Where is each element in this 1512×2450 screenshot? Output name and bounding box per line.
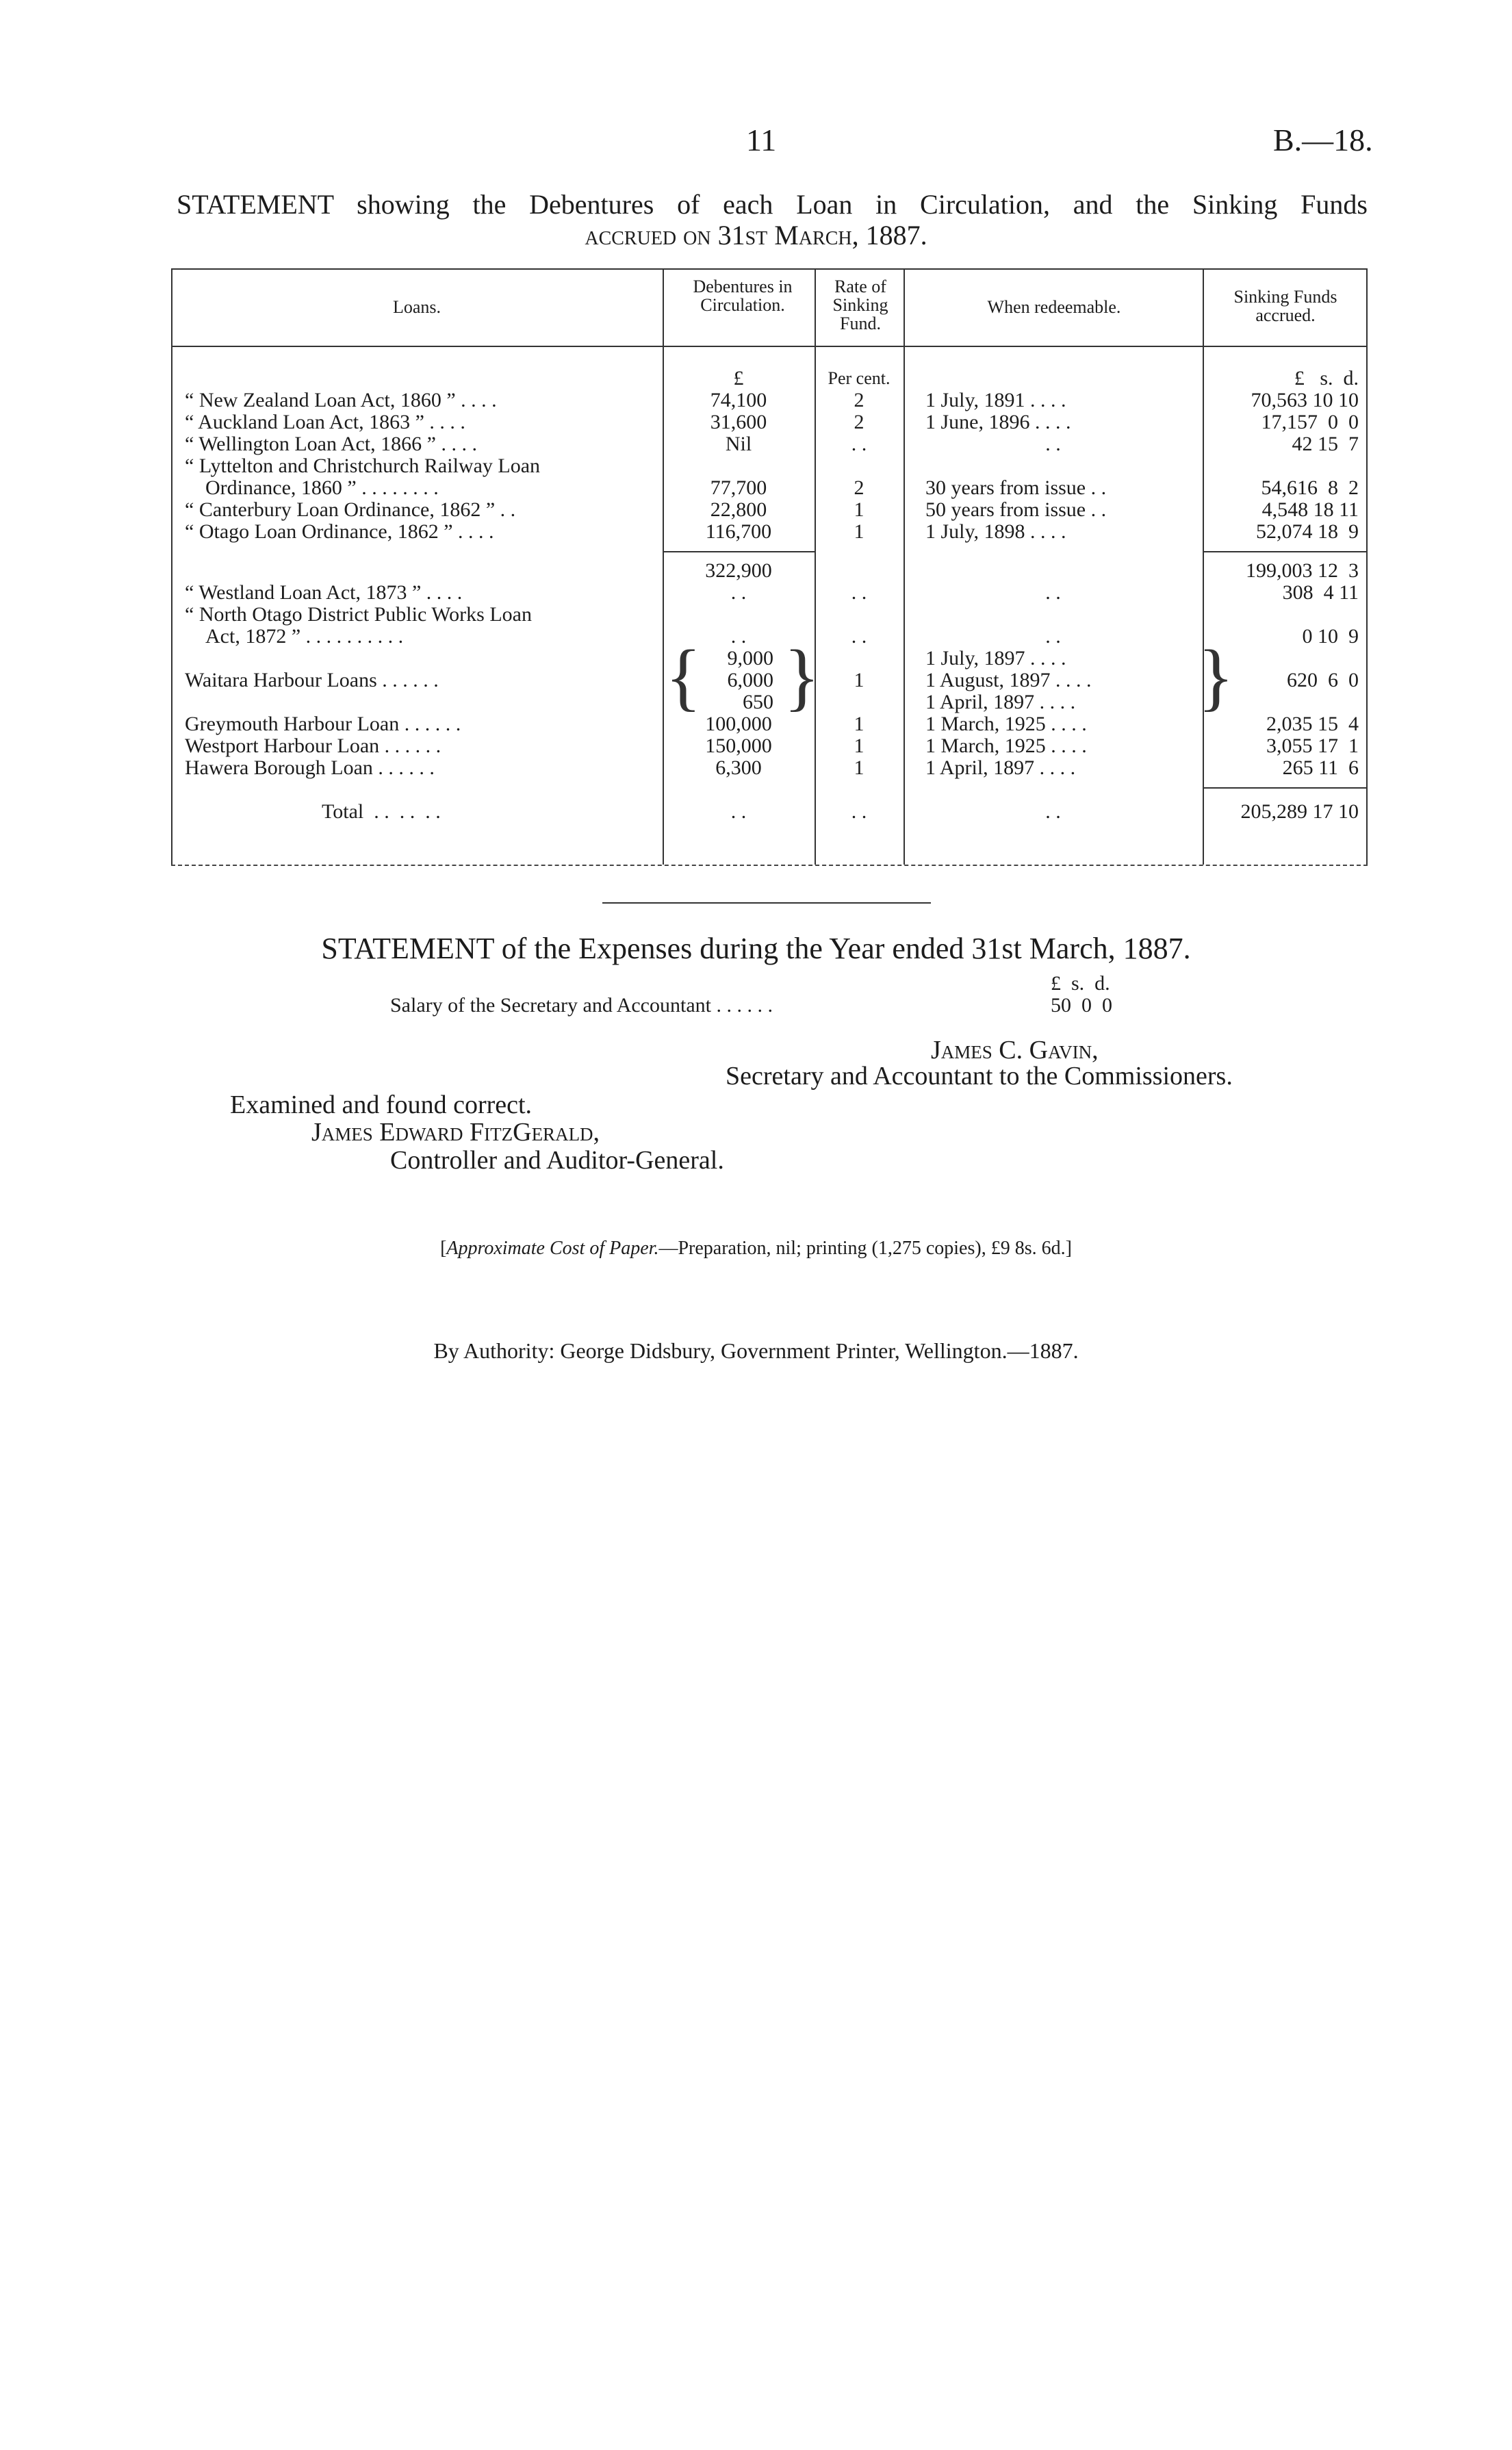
redeemable-value: 50 years from issue . . (925, 498, 1107, 521)
sinking-value: 308 4 11 (1282, 581, 1359, 604)
statement-title-line1: STATEMENT showing the Debentures of each Loan in Circulation, and the Sinking Funds (177, 189, 1368, 220)
expenses-amount: 50 0 0 (1051, 994, 1112, 1017)
subtotal-rule-debentures (663, 551, 815, 552)
section-divider (602, 902, 931, 904)
subtotal-debentures: 322,900 (705, 559, 772, 582)
table-right-rule (1366, 268, 1368, 865)
rate-value: 1 (854, 498, 864, 521)
rate-value: . . (851, 433, 867, 455)
rate-value: 1 (854, 713, 864, 735)
rate-value: . . (851, 625, 867, 648)
auditor-title: Controller and Auditor-General. (390, 1146, 724, 1175)
total-rule-sinking (1203, 787, 1366, 789)
rate-value: 2 (854, 389, 864, 411)
total-redeemable: . . (1045, 800, 1061, 823)
loan-name: “ North Otago District Public Works Loan (185, 603, 532, 626)
loan-name: “ New Zealand Loan Act, 1860 ” . . . . (185, 389, 497, 411)
rate-value: . . (851, 581, 867, 604)
auditor-name: James Edward FitzGerald, (311, 1118, 600, 1147)
header-redeemable: When redeemable. (987, 297, 1121, 317)
left-brace-icon: { (665, 635, 702, 718)
redeemable-value: 1 July, 1897 . . . . (925, 647, 1066, 669)
debentures-value: 6,000 (727, 669, 773, 691)
subtotal-rule-sinking (1203, 551, 1366, 552)
loan-name: “ Canterbury Loan Ordinance, 1862 ” . . (185, 498, 516, 521)
sinking-value: 2,035 15 4 (1266, 713, 1359, 735)
loan-name: “ Otago Loan Ordinance, 1862 ” . . . . (185, 520, 494, 543)
debentures-value: 22,800 (710, 498, 767, 521)
rate-value: 2 (854, 411, 864, 433)
rate-value: 1 (854, 735, 864, 757)
cost-note-text: —Preparation, nil; printing (1,275 copies), £9 8s. 6d.] (658, 1238, 1072, 1259)
table-top-rule (171, 268, 1368, 270)
rate-value: 1 (854, 669, 864, 691)
unit-sinking: £ s. d. (1294, 367, 1359, 390)
redeemable-value: . . (1045, 581, 1061, 604)
loan-name: Hawera Borough Loan . . . . . . (185, 756, 435, 779)
redeemable-value: 1 April, 1897 . . . . (925, 756, 1076, 779)
sinking-value: 17,157 0 0 (1261, 411, 1359, 433)
rate-value: 1 (854, 520, 864, 543)
debentures-value: 116,700 (705, 520, 772, 543)
right-brace-icon: } (1198, 635, 1234, 718)
loan-name: Westport Harbour Loan . . . . . . (185, 735, 441, 757)
debentures-value: 6,300 (715, 756, 762, 779)
cost-note-label: Approximate Cost of Paper. (446, 1238, 659, 1259)
total-sinking: 205,289 17 10 (1240, 800, 1359, 823)
loan-name: “ Wellington Loan Act, 1866 ” . . . . (185, 433, 477, 455)
debentures-table (171, 250, 1368, 866)
rate-value: 1 (854, 756, 864, 779)
expenses-currency-header: £ s. d. (1051, 972, 1110, 995)
debentures-value: Nil (725, 433, 752, 455)
debentures-value: 31,600 (710, 411, 767, 433)
loan-name: Waitara Harbour Loans . . . . . . (185, 669, 439, 691)
sinking-value: 3,055 17 1 (1266, 735, 1359, 757)
total-rate: . . (851, 800, 867, 823)
right-brace-icon: } (784, 635, 820, 718)
examination-statement: Examined and found correct. (230, 1090, 533, 1119)
sinking-value: 0 10 9 (1302, 625, 1359, 648)
unit-rate: Per cent. (828, 368, 890, 388)
expenses-item: Salary of the Secretary and Accountant . . . . . . (390, 994, 773, 1017)
debentures-value: . . (730, 625, 747, 648)
statement-title-line2: accrued on 31st March, 1887. (585, 220, 927, 251)
debentures-value: . . (730, 581, 747, 604)
redeemable-value: . . (1045, 433, 1061, 455)
signatory-title: Secretary and Accountant to the Commissioners. (726, 1062, 1233, 1090)
table-bottom-rule (171, 865, 1368, 866)
document-reference: B.—18. (1273, 123, 1373, 157)
loan-name: Ordinance, 1860 ” . . . . . . . . (205, 476, 439, 499)
expenses-title: STATEMENT of the Expenses during the Year ended 31st March, 1887. (321, 932, 1191, 965)
redeemable-value: 1 March, 1925 . . . . (925, 735, 1087, 757)
col-sep-3 (904, 268, 905, 865)
debentures-value: 77,700 (710, 476, 767, 499)
debentures-value: 150,000 (705, 735, 772, 757)
debentures-value: 100,000 (705, 713, 772, 735)
sinking-value: 42 15 7 (1292, 433, 1359, 455)
debentures-value: 74,100 (710, 389, 767, 411)
redeemable-value: 1 July, 1891 . . . . (925, 389, 1066, 411)
cost-note-open: [ (440, 1238, 447, 1259)
cost-note (0, 1238, 1512, 1260)
redeemable-value: 1 July, 1898 . . . . (925, 520, 1066, 543)
signatory-name: James C. Gavin, (931, 1036, 1099, 1064)
redeemable-value: . . (1045, 625, 1061, 648)
loan-name: Greymouth Harbour Loan . . . . . . (185, 713, 461, 735)
sinking-value: 52,074 18 9 (1256, 520, 1359, 543)
loan-name: Act, 1872 ” . . . . . . . . . . (205, 625, 404, 648)
sinking-value: 4,548 18 11 (1261, 498, 1359, 521)
sinking-value: 265 11 6 (1282, 756, 1359, 779)
sinking-value: 70,563 10 10 (1251, 389, 1359, 411)
redeemable-value: 30 years from issue . . (925, 476, 1107, 499)
redeemable-value: 1 March, 1925 . . . . (925, 713, 1087, 735)
loan-name: “ Lyttelton and Christchurch Railway Loan (185, 455, 541, 477)
debentures-value: 9,000 (727, 647, 773, 669)
sinking-value: 54,616 8 2 (1261, 476, 1359, 499)
header-bottom-rule (171, 346, 1368, 347)
table-left-rule (171, 268, 172, 865)
loan-name: “ Auckland Loan Act, 1863 ” . . . . (185, 411, 465, 433)
sinking-value: 620 6 0 (1287, 669, 1359, 691)
header-rate: Rate of Sinking Fund. (832, 277, 888, 333)
redeemable-value: 1 August, 1897 . . . . (925, 669, 1092, 691)
header-debentures: Debentures in Circulation. (693, 277, 793, 315)
redeemable-value: 1 April, 1897 . . . . (925, 691, 1076, 713)
printer-imprint: By Authority: George Didsbury, Government Printer, Wellington.—1887. (433, 1338, 1079, 1363)
total-debentures: . . (730, 800, 747, 823)
loan-name: “ Westland Loan Act, 1873 ” . . . . (185, 581, 463, 604)
header-sinking: Sinking Funds accrued. (1233, 287, 1337, 325)
subtotal-sinking: 199,003 12 3 (1246, 559, 1359, 582)
total-label: Total . . . . . . (322, 800, 441, 823)
page-number: 11 (746, 123, 777, 157)
debentures-value: 650 (743, 691, 773, 713)
header-loans: Loans. (392, 297, 441, 317)
rate-value: 2 (854, 476, 864, 499)
unit-debentures: £ (733, 367, 744, 390)
redeemable-value: 1 June, 1896 . . . . (925, 411, 1071, 433)
